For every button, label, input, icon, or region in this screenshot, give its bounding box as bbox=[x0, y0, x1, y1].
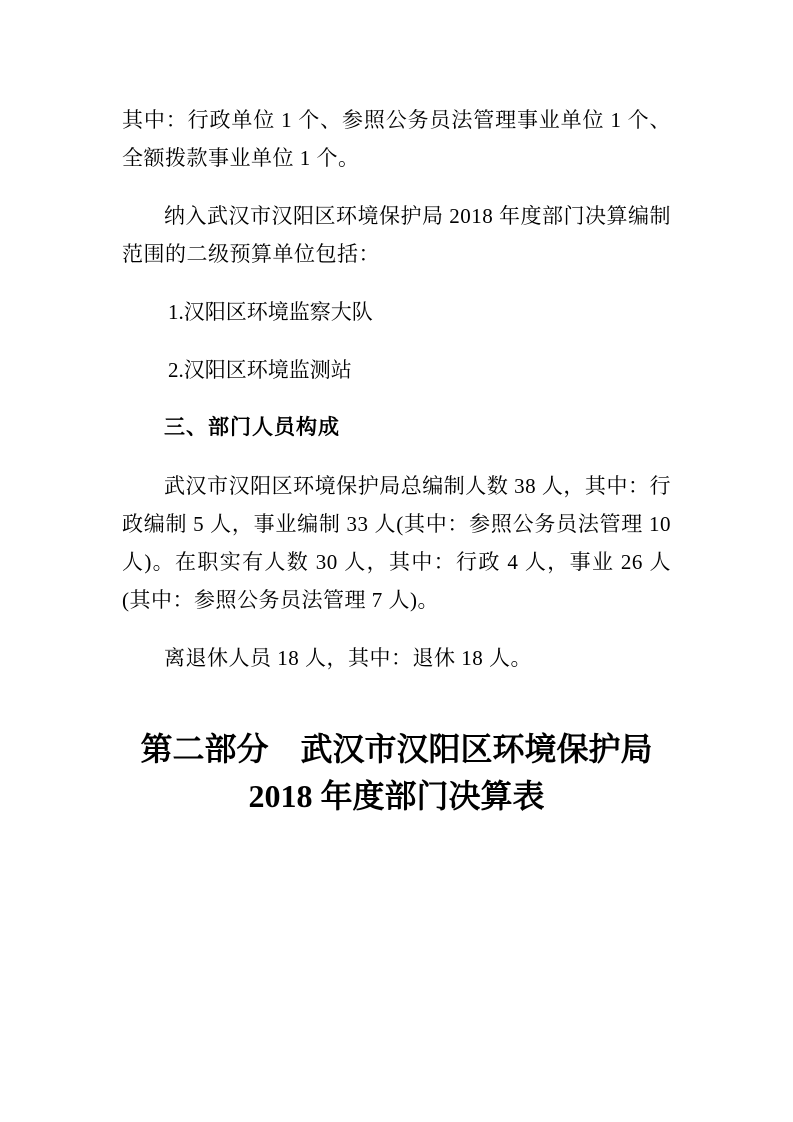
list-item-environment-monitoring-station: 2.汉阳区环境监测站 bbox=[168, 358, 352, 382]
section-heading-personnel-composition: 三、部门人员构成 bbox=[164, 416, 340, 439]
list-item-environment-inspection-brigade: 1.汉阳区环境监察大队 bbox=[168, 300, 373, 324]
paragraph-retired-personnel: 离退休人员 18 人，其中：退休 18 人。 bbox=[164, 646, 532, 670]
document-body bbox=[122, 101, 671, 820]
paragraph-staffing-numbers: 武汉市汉阳区环境保护局总编制人数 38 人，其中：行政编制 5 人，事业编制 33 人(其中：参照公务员法管理 10 人)。在职实有人数 30 人，其中：行政 4 人，事业 26 人(其中：参照公务员法管理 7 人)。 bbox=[122, 474, 671, 612]
paragraph-budget-units-intro: 纳入武汉市汉阳区环境保护局 2018 年度部门决算编制范围的二级预算单位包括： bbox=[122, 204, 671, 266]
part2-title-line2: 2018 年度部门决算表 bbox=[248, 778, 545, 814]
part2-title-line1: 第二部分 武汉市汉阳区环境保护局 bbox=[140, 731, 653, 767]
part2-title bbox=[122, 726, 671, 820]
paragraph-unit-composition: 其中：行政单位 1 个、参照公务员法管理事业单位 1 个、全额拨款事业单位 1 个。 bbox=[122, 108, 671, 170]
